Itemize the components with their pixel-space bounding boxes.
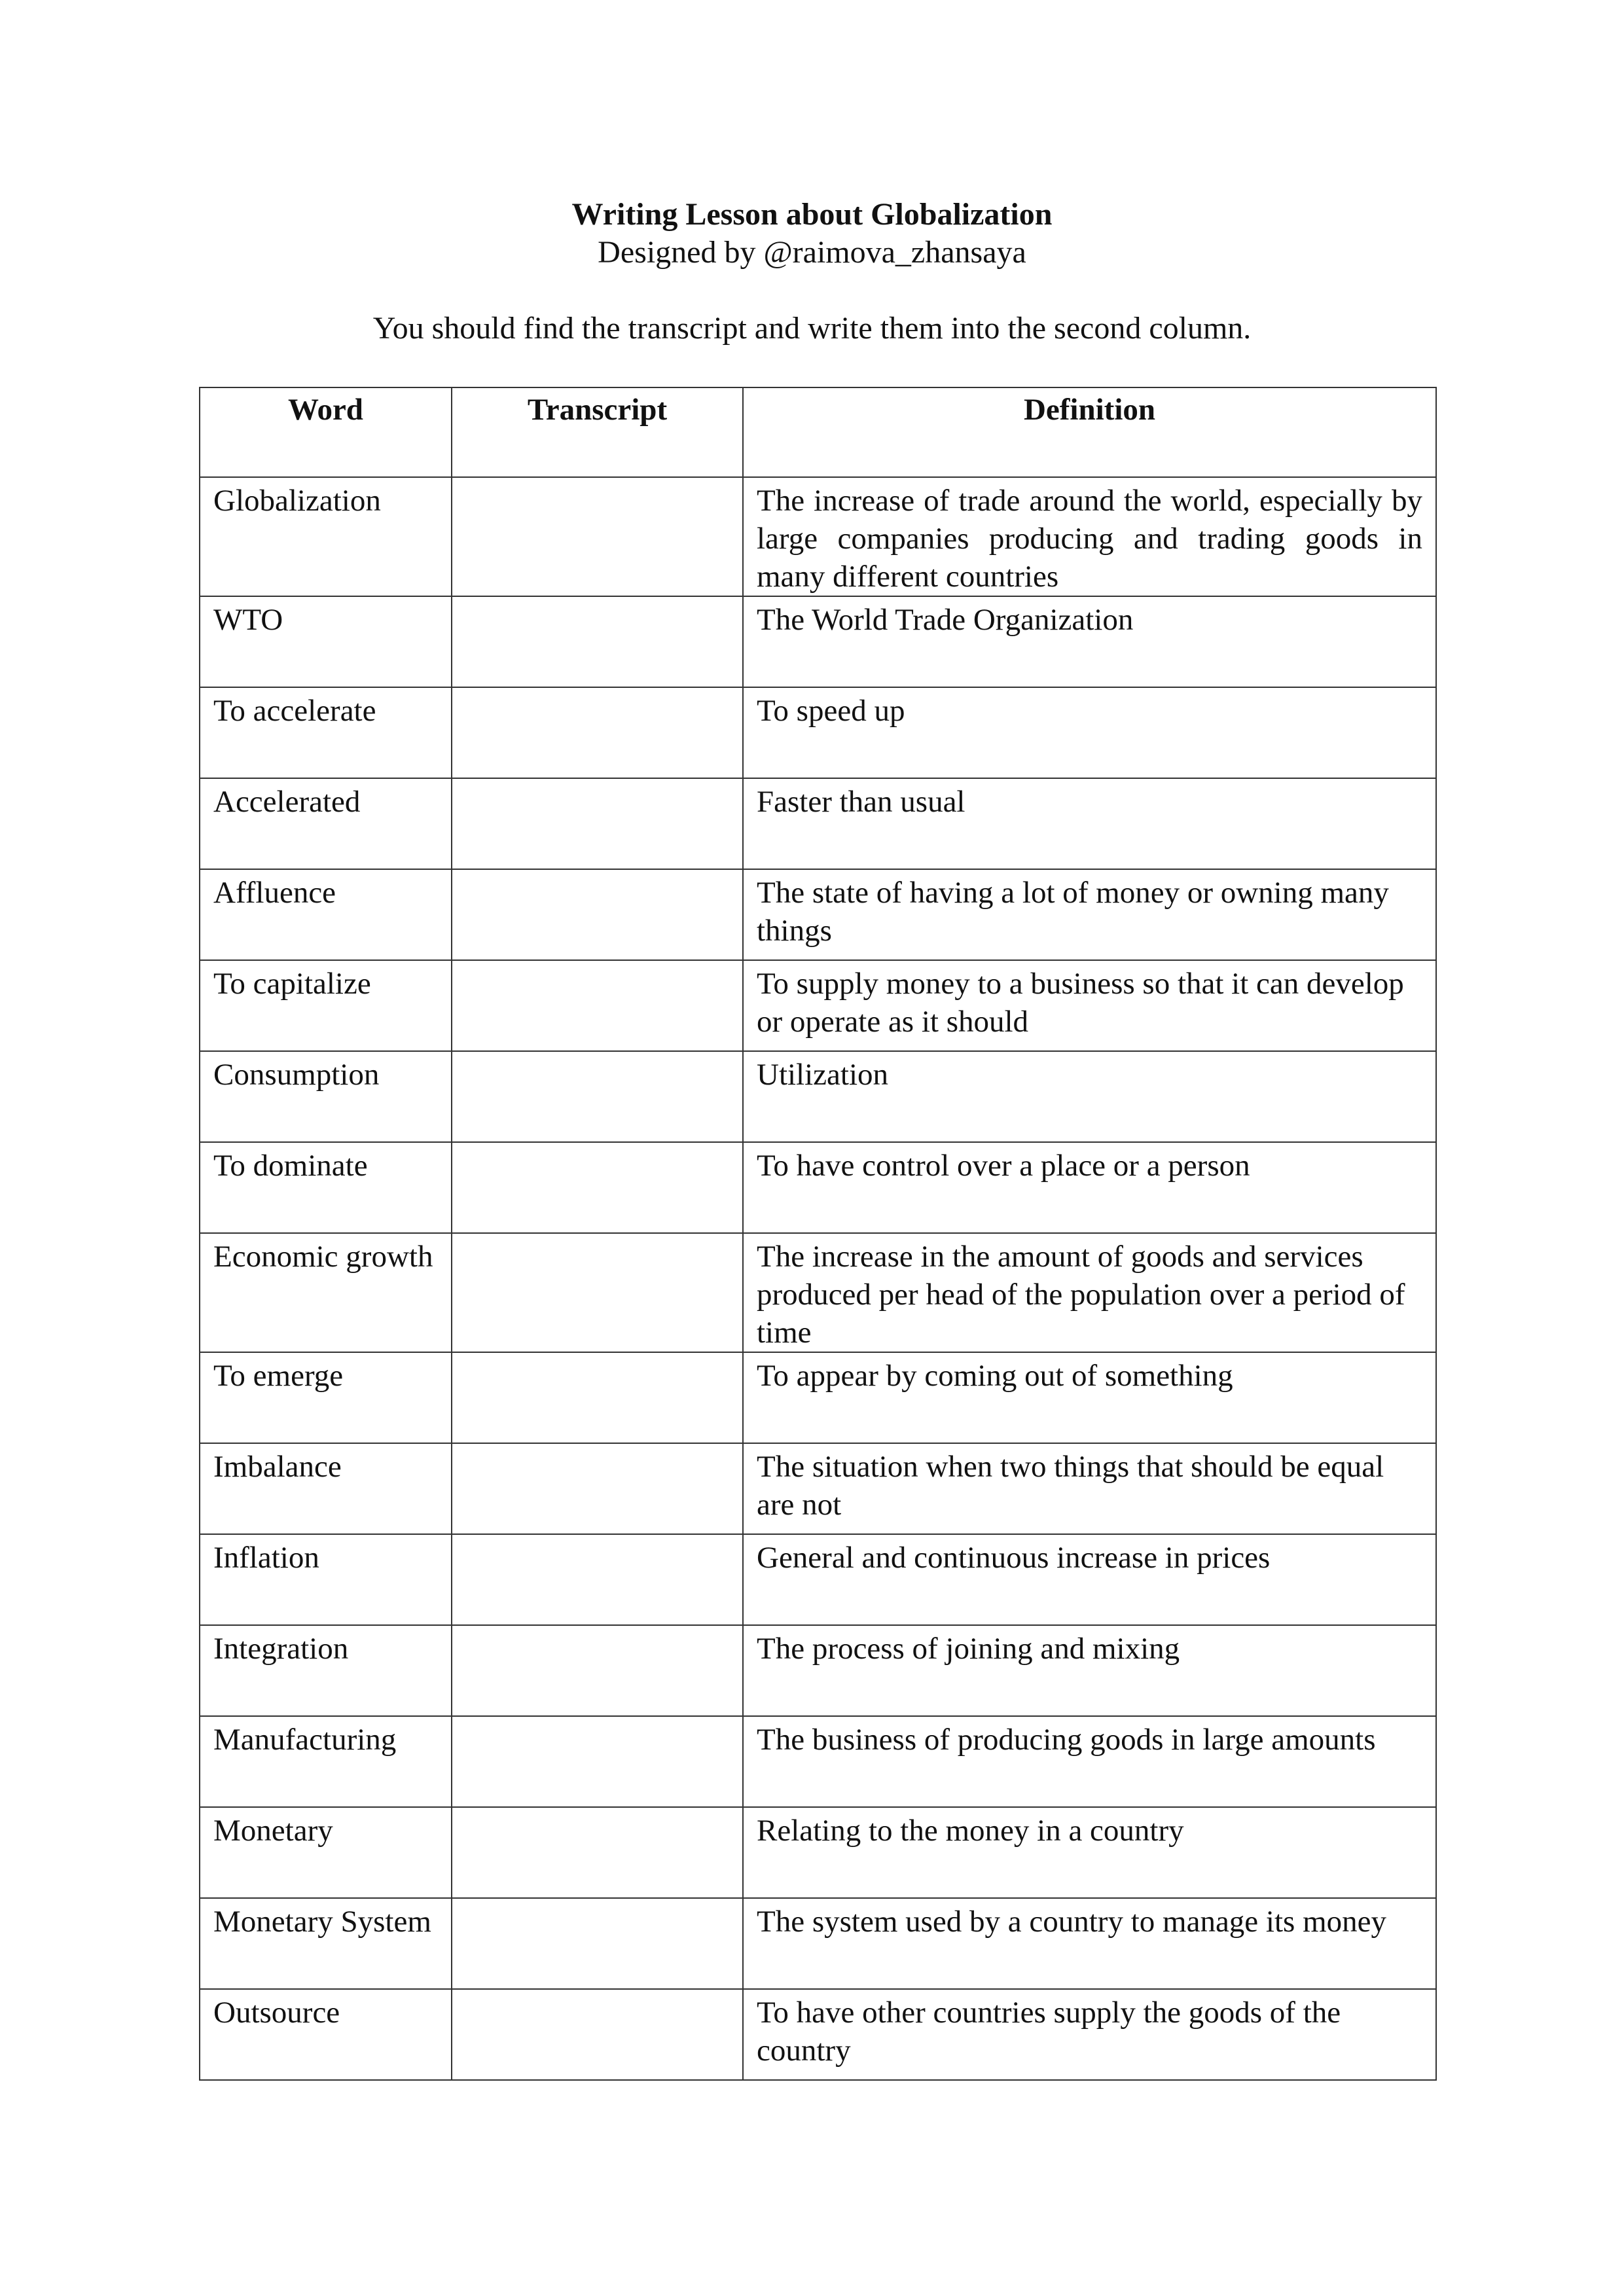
word-cell: Globalization: [200, 477, 452, 596]
table-row: [200, 687, 1436, 778]
transcript-cell[interactable]: [452, 1716, 743, 1807]
definition-cell: Utilization: [743, 1051, 1436, 1142]
word-cell: WTO: [200, 596, 452, 687]
table-row: [200, 1534, 1436, 1625]
table-header-row: [200, 387, 1436, 477]
page-title: Writing Lesson about Globalization: [571, 197, 1053, 232]
word-cell: Consumption: [200, 1051, 452, 1142]
transcript-cell[interactable]: [452, 1352, 743, 1443]
word-cell: Inflation: [200, 1534, 452, 1625]
column-header-word: Word: [200, 387, 452, 477]
transcript-cell[interactable]: [452, 1807, 743, 1898]
definition-cell: The system used by a country to manage its money: [743, 1898, 1436, 1989]
transcript-cell[interactable]: [452, 1898, 743, 1989]
word-cell: Accelerated: [200, 778, 452, 869]
transcript-cell[interactable]: [452, 1233, 743, 1352]
column-header-definition: Definition: [743, 387, 1436, 477]
table-row: [200, 1989, 1436, 2080]
table-row: [200, 869, 1436, 960]
transcript-cell[interactable]: [452, 477, 743, 596]
transcript-cell[interactable]: [452, 687, 743, 778]
word-cell: Integration: [200, 1625, 452, 1716]
column-header-transcript: Transcript: [452, 387, 743, 477]
definition-cell: The increase in the amount of goods and services produced per head of the population over a period of time: [743, 1233, 1436, 1352]
word-cell: Economic growth: [200, 1233, 452, 1352]
word-cell: To accelerate: [200, 687, 452, 778]
word-cell: To emerge: [200, 1352, 452, 1443]
transcript-cell[interactable]: [452, 869, 743, 960]
word-cell: Monetary System: [200, 1898, 452, 1989]
definition-cell: General and continuous increase in prices: [743, 1534, 1436, 1625]
transcript-cell[interactable]: [452, 1142, 743, 1233]
transcript-cell[interactable]: [452, 1625, 743, 1716]
definition-cell: To have control over a place or a person: [743, 1142, 1436, 1233]
table-row: [200, 477, 1436, 596]
table-row: [200, 1807, 1436, 1898]
table-row: [200, 1716, 1436, 1807]
word-cell: Affluence: [200, 869, 452, 960]
definition-cell: To speed up: [743, 687, 1436, 778]
page-subtitle: Designed by @raimova_zhansaya: [598, 235, 1026, 270]
transcript-cell[interactable]: [452, 1534, 743, 1625]
word-cell: To capitalize: [200, 960, 452, 1051]
word-cell: Outsource: [200, 1989, 452, 2080]
instruction-text: You should find the transcript and write them into the second column.: [372, 311, 1252, 346]
definition-cell: The process of joining and mixing: [743, 1625, 1436, 1716]
word-cell: To dominate: [200, 1142, 452, 1233]
table-row: [200, 1898, 1436, 1989]
table-row: [200, 1051, 1436, 1142]
table-row: [200, 1142, 1436, 1233]
transcript-cell[interactable]: [452, 778, 743, 869]
vocabulary-table: [199, 387, 1437, 2081]
table-row: [200, 960, 1436, 1051]
table-row: [200, 1443, 1436, 1534]
definition-cell: The increase of trade around the world, especially by large companies producing and trading goods in many different countries: [743, 477, 1436, 596]
definition-cell: Relating to the money in a country: [743, 1807, 1436, 1898]
definition-cell: To supply money to a business so that it can develop or operate as it should: [743, 960, 1436, 1051]
table-row: [200, 778, 1436, 869]
table-row: [200, 1625, 1436, 1716]
word-cell: Imbalance: [200, 1443, 452, 1534]
table-row: [200, 596, 1436, 687]
word-cell: Manufacturing: [200, 1716, 452, 1807]
definition-cell: The World Trade Organization: [743, 596, 1436, 687]
word-cell: Monetary: [200, 1807, 452, 1898]
definition-cell: To have other countries supply the goods of the country: [743, 1989, 1436, 2080]
definition-cell: The situation when two things that should be equal are not: [743, 1443, 1436, 1534]
transcript-cell[interactable]: [452, 1443, 743, 1534]
definition-cell: To appear by coming out of something: [743, 1352, 1436, 1443]
table-row: [200, 1233, 1436, 1352]
transcript-cell[interactable]: [452, 1051, 743, 1142]
transcript-cell[interactable]: [452, 960, 743, 1051]
transcript-cell[interactable]: [452, 1989, 743, 2080]
definition-cell: Faster than usual: [743, 778, 1436, 869]
definition-cell: The business of producing goods in large amounts: [743, 1716, 1436, 1807]
table-row: [200, 1352, 1436, 1443]
definition-cell: The state of having a lot of money or owning many things: [743, 869, 1436, 960]
transcript-cell[interactable]: [452, 596, 743, 687]
